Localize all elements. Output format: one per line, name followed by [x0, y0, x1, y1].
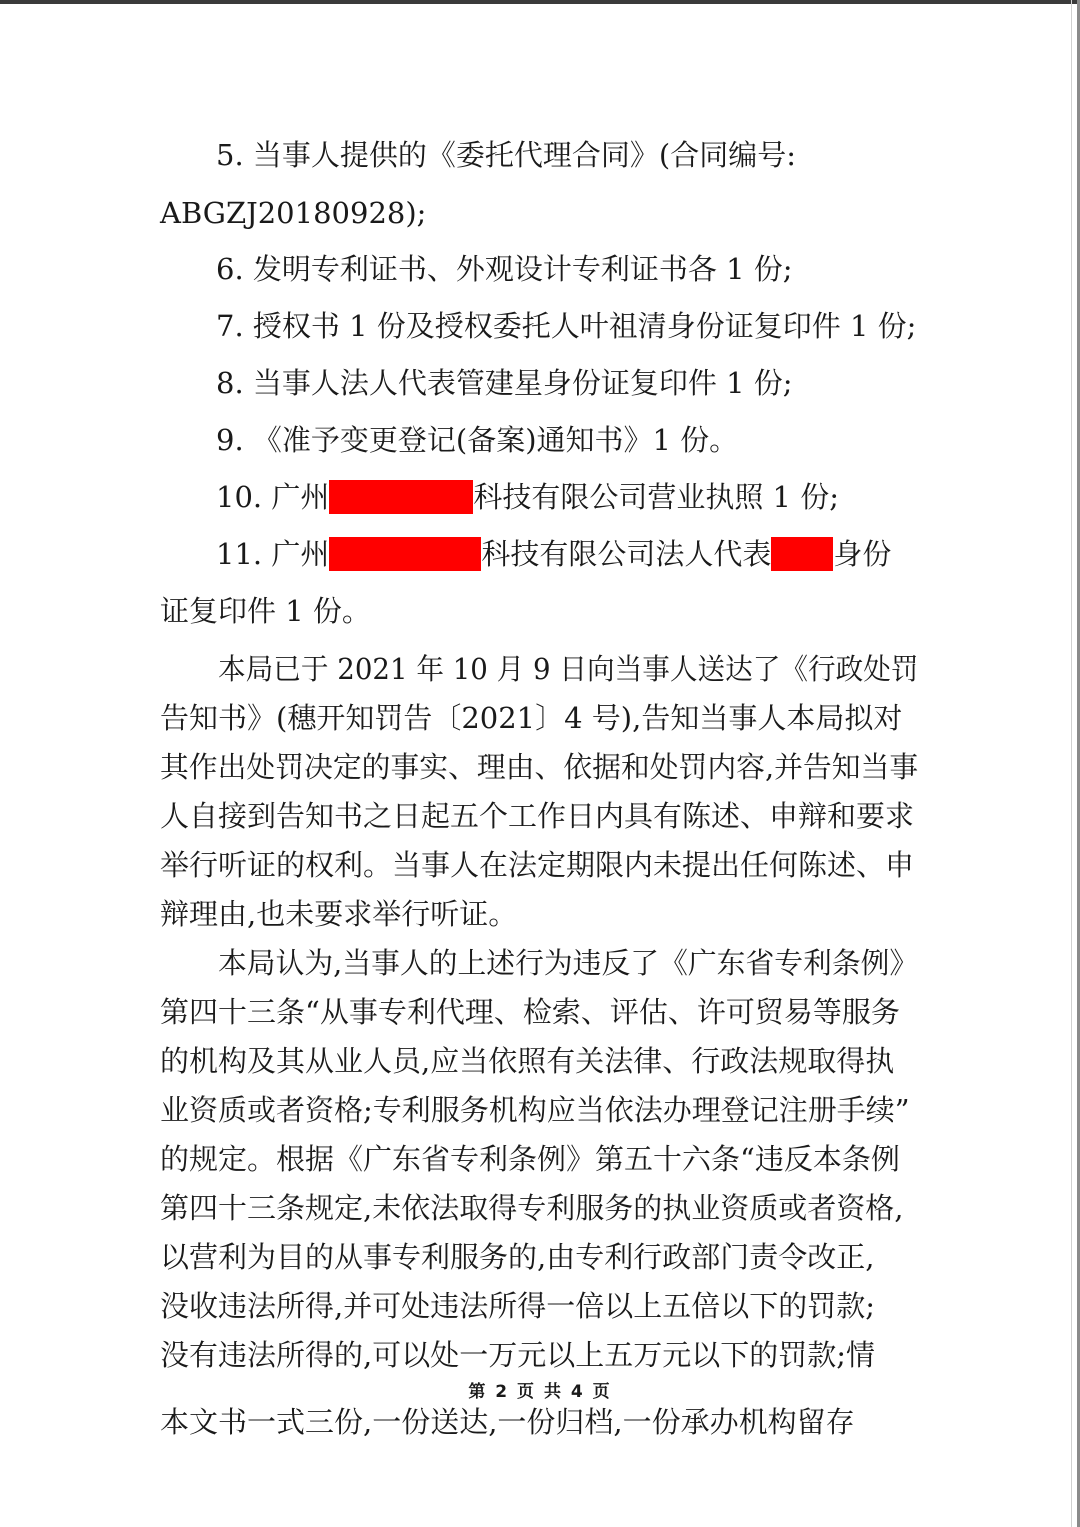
list-item-11-line-1 [216, 534, 891, 574]
list-item-5-line-1 [216, 135, 910, 175]
list-item-7: 7. 授权书 1 份及授权委托人叶祖清身份证复印件 1 份; [216, 309, 917, 343]
redaction-box [329, 480, 473, 514]
paragraph-1-line: 本局已于 2021 年 10 月 9 日向当事人送达了《行政处罚 [218, 652, 919, 686]
paragraph-1-line: 辩理由,也未要求举行听证。 [160, 897, 518, 931]
paragraph-2-line: 第四十三条规定,未依法取得专利服务的执业资质或者资格, [160, 1191, 904, 1225]
list-item-middle: 科技有限公司法人代表 [481, 537, 772, 571]
list-item-9: 9. 《准予变更登记(备案)通知书》1 份。 [216, 423, 739, 457]
paragraph-2-line: 的规定。根据《广东省专利条例》第五十六条“违反本条例 [160, 1142, 900, 1176]
paragraph-2-line: 的机构及其从业人员,应当依照有关法律、行政法规取得执 [160, 1044, 895, 1078]
document-note: 本文书一式三份,一份送达,一份归档,一份承办机构留存 [160, 1405, 855, 1439]
list-item-8: 8. 当事人法人代表管建星身份证复印件 1 份; [216, 366, 793, 400]
list-item-11-line-2: 证复印件 1 份。 [160, 594, 371, 628]
paragraph-1-line: 举行听证的权利。当事人在法定期限内未提出任何陈述、申 [160, 848, 915, 882]
list-item-prefix: 11. 广州 [216, 537, 330, 571]
redaction-box [329, 537, 481, 571]
paragraph-2-line: 第四十三条“从事专利代理、检索、评估、许可贸易等服务 [160, 995, 900, 1029]
page-number: 第 2 页 共 4 页 [468, 1382, 612, 1402]
paragraph-2-line: 没有违法所得的,可以处一万元以上五万元以下的罚款;情 [160, 1338, 875, 1372]
paragraph-2-line: 本局认为,当事人的上述行为违反了《广东省专利条例》 [218, 946, 919, 980]
list-item-suffix: 科技有限公司营业执照 1 份; [473, 480, 840, 514]
list-item-10 [216, 477, 839, 517]
redaction-box [771, 537, 833, 571]
paragraph-2-line: 以营利为目的从事专利服务的,由专利行政部门责令改正, [160, 1240, 875, 1274]
paragraph-2-line: 没收违法所得,并可处违法所得一倍以上五倍以下的罚款; [160, 1289, 875, 1323]
list-item-5-line-2: ABGZJ20180928); [160, 196, 427, 230]
paragraph-1-line: 其作出处罚决定的事实、理由、依据和处罚内容,并告知当事 [160, 750, 919, 784]
list-item-prefix: 10. 广州 [216, 480, 330, 514]
paragraph-2-line: 业资质或者资格;专利服务机构应当依法办理登记注册手续” [160, 1093, 910, 1127]
list-item-6: 6. 发明专利证书、外观设计专利证书各 1 份; [216, 252, 793, 286]
list-item-text: 5. 当事人提供的《委托代理合同》(合同编号: [216, 138, 796, 172]
list-item-suffix: 身份 [833, 537, 892, 571]
paragraph-1-line: 告知书》(穗开知罚告〔2021〕4 号),告知当事人本局拟对 [160, 701, 903, 735]
paragraph-1-line: 人自接到告知书之日起五个工作日内具有陈述、申辩和要求 [160, 799, 915, 833]
